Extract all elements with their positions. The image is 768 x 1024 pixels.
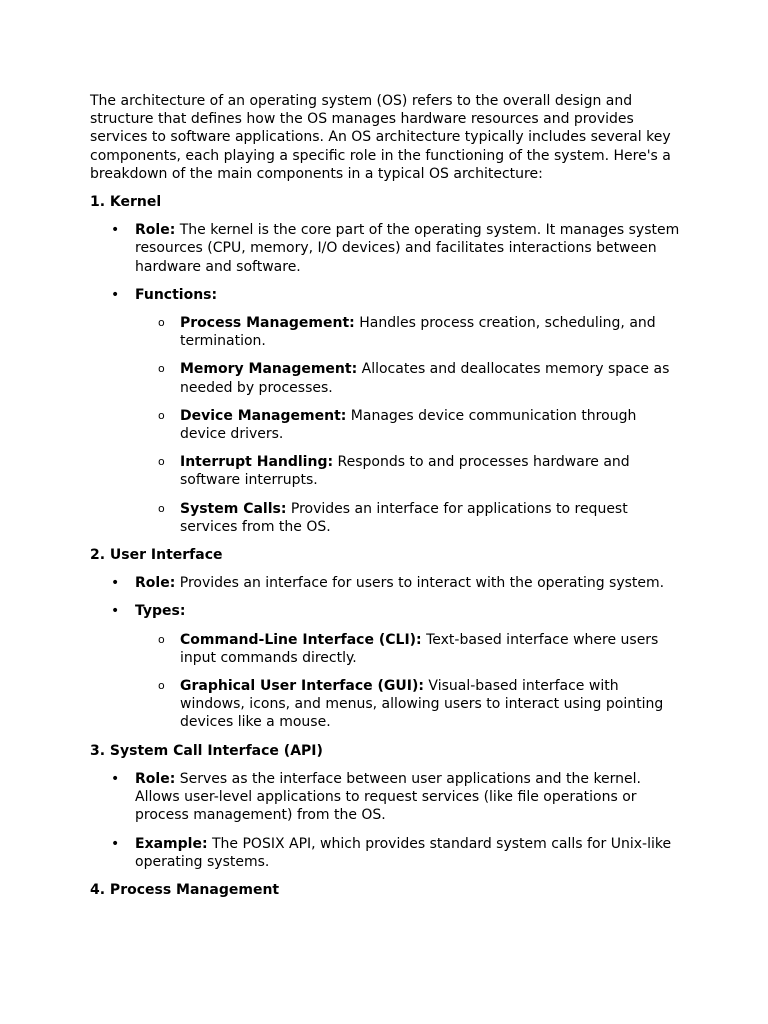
sub-list-item [135, 407, 682, 443]
sub-list-item [135, 500, 682, 536]
sub-item-text: Provides an interface for applications to request services from the OS. [180, 500, 628, 535]
bullet-circle: o [158, 316, 165, 330]
sub-list-item [135, 314, 682, 350]
bullet-disc: • [111, 222, 120, 239]
section-heading-system-call-interface: 3. System Call Interface (API) [90, 742, 323, 759]
list-item [90, 574, 682, 592]
system-call-interface-list [90, 770, 682, 871]
bullet-circle: o [158, 501, 165, 515]
bullet-circle: o [158, 455, 165, 469]
sub-list-item [135, 453, 682, 489]
sub-list-item [135, 631, 682, 667]
bullet-circle: o [158, 408, 165, 422]
bullet-disc: • [111, 770, 120, 787]
bullet-circle: o [158, 362, 165, 376]
intro-paragraph: The architecture of an operating system (OS) refers to the overall design and structure that defines how the OS manages hardware resources and provides services to software applications. An OS architecture typically includes several key components, each playing a specific role in the functioning of the system. Here's a breakdown of the main components in a typical OS architecture: [90, 93, 671, 182]
kernel-functions-list [135, 314, 682, 536]
list-item [90, 286, 682, 536]
sub-item-text: Allocates and deallocates memory space as needed by processes. [180, 361, 670, 396]
item-text: Serves as the interface between user applications and the kernel. Allows user-level applications to request services (like file operations or process management) from the OS. [135, 770, 642, 824]
bullet-disc: • [111, 603, 120, 620]
item-text: The kernel is the core part of the operating system. It manages system resources (CPU, memory, I/O devices) and facilitates interactions between hardware and software. [135, 222, 680, 275]
sub-item-label: Process Management: [180, 315, 355, 332]
sub-item-label: Memory Management: [180, 361, 358, 378]
bullet-circle: o [158, 679, 165, 693]
user-interface-list [90, 574, 682, 731]
sub-item-label: Graphical User Interface (GUI): [180, 678, 424, 695]
list-item [90, 835, 682, 871]
sub-item-text: Manages device communication through device drivers. [180, 407, 637, 443]
item-text: Provides an interface for users to interact with the operating system. [175, 575, 665, 592]
ui-types-list [135, 631, 682, 732]
sub-item-label: Interrupt Handling: [180, 454, 334, 471]
item-label: Types: [135, 603, 186, 620]
sub-list-item [135, 677, 682, 732]
list-item [90, 602, 682, 731]
sub-item-text: Text-based interface where users input commands directly. [180, 631, 659, 666]
item-label: Example: [135, 835, 208, 852]
sub-item-label: System Calls: [180, 500, 287, 517]
section-heading-process-management: 4. Process Management [90, 881, 280, 898]
sub-item-label: Device Management: [180, 407, 347, 424]
item-label: Role: [135, 575, 176, 592]
sub-item-text: Visual-based interface with windows, icons, and menus, allowing users to interact using pointing devices like a mouse. [180, 678, 664, 731]
bullet-disc: • [111, 835, 120, 852]
bullet-circle: o [158, 632, 165, 646]
item-label: Role: [135, 770, 176, 787]
item-text: The POSIX API, which provides standard system calls for Unix-like operating systems. [135, 835, 672, 870]
kernel-list [90, 221, 682, 536]
sub-list-item [135, 360, 682, 396]
bullet-disc: • [111, 286, 120, 303]
list-item [90, 221, 682, 276]
section-heading-user-interface: 2. User Interface [90, 547, 223, 564]
item-label: Role: [135, 222, 176, 239]
sub-item-text: Handles process creation, scheduling, and termination. [180, 315, 656, 350]
sub-item-text: Responds to and processes hardware and software interrupts. [180, 454, 630, 489]
list-item [90, 770, 682, 825]
bullet-disc: • [111, 575, 120, 592]
section-heading-kernel: 1. Kernel [90, 194, 162, 211]
sub-item-label: Command-Line Interface (CLI): [180, 631, 422, 648]
item-label: Functions: [135, 286, 218, 303]
